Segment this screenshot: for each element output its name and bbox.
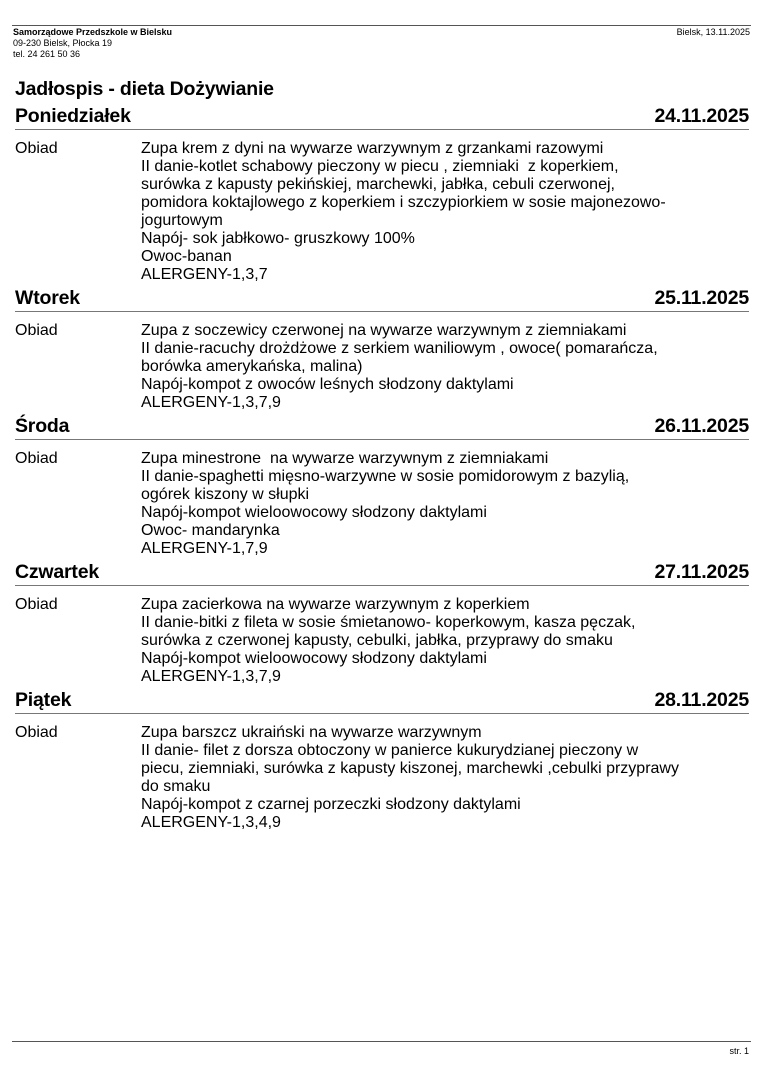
day-header — [15, 560, 749, 586]
meal-line: Zupa z soczewicy czerwonej na wywarze warzywnym z ziemniakami — [141, 322, 627, 339]
meal-label: Obiad — [15, 322, 58, 339]
day-section — [15, 104, 749, 286]
meal-line: surówka z kapusty pekińskiej, marchewki, jabłka, cebuli czerwonej, — [141, 176, 615, 193]
day-name: Wtorek — [15, 287, 80, 309]
day-section — [15, 286, 749, 414]
day-header — [15, 414, 749, 440]
meal-line: surówka z czerwonej kapusty, cebulki, jabłka, przyprawy do smaku — [141, 632, 613, 649]
meal-line: Owoc-banan — [141, 248, 232, 265]
day-date: 24.11.2025 — [654, 105, 749, 127]
day-date: 25.11.2025 — [654, 287, 749, 309]
meal-label: Obiad — [15, 450, 58, 467]
meal-row — [15, 586, 749, 688]
meal-line: Zupa barszcz ukraiński na wywarze warzywnym — [141, 724, 482, 741]
meal-description — [141, 596, 749, 686]
day-header — [15, 104, 749, 130]
menu-days — [15, 104, 749, 834]
day-name: Piątek — [15, 689, 72, 711]
org-name: Samorządowe Przedszkole w Bielsku — [13, 27, 173, 37]
meal-description — [141, 450, 749, 558]
org-phone: tel. 24 261 50 36 — [13, 49, 81, 59]
meal-line: II danie-racuchy drożdżowe z serkiem waniliowym , owoce( pomarańcza, — [141, 340, 658, 357]
meal-line: II danie-kotlet schabowy pieczony w piecu , ziemniaki z koperkiem, — [141, 158, 619, 175]
footer-divider — [12, 1041, 751, 1042]
meal-line: borówka amerykańska, malina) — [141, 358, 363, 375]
document-header — [13, 27, 750, 60]
meal-row — [15, 130, 749, 286]
meal-line: Napój-kompot z czarnej porzeczki słodzony daktylami — [141, 796, 521, 813]
day-section — [15, 560, 749, 688]
header-divider — [12, 25, 751, 26]
day-name: Poniedziałek — [15, 105, 131, 127]
meal-row — [15, 714, 749, 834]
place-date: Bielsk, 13.11.2025 — [676, 27, 750, 37]
meal-line: ALERGENY-1,3,4,9 — [141, 814, 281, 831]
day-section — [15, 688, 749, 834]
meal-description — [141, 140, 749, 284]
meal-line: Zupa krem z dyni na wywarze warzywnym z grzankami razowymi — [141, 140, 604, 157]
meal-description — [141, 724, 749, 832]
meal-line: ALERGENY-1,7,9 — [141, 540, 268, 557]
page-title: Jadłospis - dieta Dożywianie — [15, 78, 274, 100]
meal-label: Obiad — [15, 140, 58, 157]
meal-line: piecu, ziemniaki, surówka z kapusty kiszonej, marchewki ,cebulki przyprawy — [141, 760, 679, 777]
org-address: 09-230 Bielsk, Płocka 19 — [13, 38, 113, 48]
meal-line: ALERGENY-1,3,7 — [141, 266, 268, 283]
day-name: Środa — [15, 415, 70, 437]
meal-line: ALERGENY-1,3,7,9 — [141, 668, 281, 685]
meal-line: Napój-kompot z owoców leśnych słodzony daktylami — [141, 376, 514, 393]
day-date: 28.11.2025 — [654, 689, 749, 711]
meal-line: ALERGENY-1,3,7,9 — [141, 394, 281, 411]
meal-line: Napój-kompot wieloowocowy słodzony daktylami — [141, 650, 487, 667]
meal-line: ogórek kiszony w słupki — [141, 486, 310, 503]
day-date: 27.11.2025 — [654, 561, 749, 583]
day-date: 26.11.2025 — [654, 415, 749, 437]
meal-label: Obiad — [15, 724, 58, 741]
day-header — [15, 688, 749, 714]
meal-line: II danie- filet z dorsza obtoczony w panierce kukurydzianej pieczony w — [141, 742, 639, 759]
meal-row — [15, 440, 749, 560]
meal-label: Obiad — [15, 596, 58, 613]
day-name: Czwartek — [15, 561, 100, 583]
meal-line: Napój-kompot wieloowocowy słodzony daktylami — [141, 504, 487, 521]
meal-line: II danie-spaghetti mięsno-warzywne w sosie pomidorowym z bazylią, — [141, 468, 630, 485]
meal-line: do smaku — [141, 778, 211, 795]
page-number: str. 1 — [729, 1046, 749, 1056]
meal-line: Napój- sok jabłkowo- gruszkowy 100% — [141, 230, 415, 247]
meal-line: Zupa zacierkowa na wywarze warzywnym z koperkiem — [141, 596, 530, 613]
meal-line: Zupa minestrone na wywarze warzywnym z ziemniakami — [141, 450, 549, 467]
meal-row — [15, 312, 749, 414]
day-header — [15, 286, 749, 312]
meal-line: pomidora koktajlowego z koperkiem i szczypiorkiem w sosie majonezowo- — [141, 194, 666, 211]
meal-description — [141, 322, 749, 412]
meal-line: jogurtowym — [141, 212, 223, 229]
day-section — [15, 414, 749, 560]
meal-line: II danie-bitki z fileta w sosie śmietanowo- koperkowym, kasza pęczak, — [141, 614, 636, 631]
meal-line: Owoc- mandarynka — [141, 522, 280, 539]
